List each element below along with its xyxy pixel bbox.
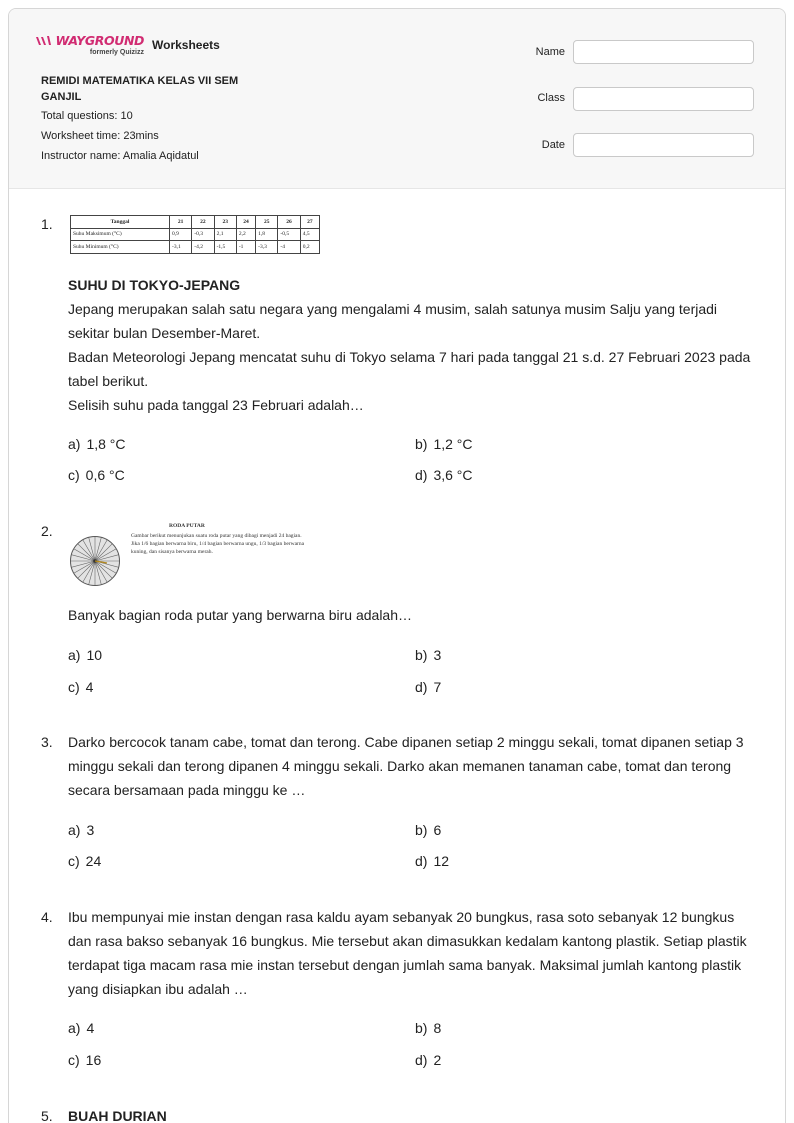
option-letter: b) (415, 436, 428, 452)
question-number: 2. (41, 523, 53, 539)
option-letter: b) (415, 1020, 428, 1036)
wayground-logo (41, 33, 144, 56)
logo-subtext: formerly Quizizz (89, 49, 144, 56)
temperature-table (70, 215, 320, 254)
image-caption-line: Jika 1/6 bagian berwarna biru, 1/4 bagian berwarna ungu, 1/3 bagian berwarna (131, 541, 305, 547)
option-text: 12 (433, 853, 450, 869)
option-text: 24 (85, 853, 102, 869)
option-text: 8 (433, 1020, 442, 1036)
question-title: SUHU DI TOKYO-JEPANG (68, 277, 241, 293)
option-text: 10 (86, 647, 103, 663)
question-paragraph: Darko bercocok tanam cabe, tomat dan terong. Cabe dipanen setiap 2 minggu sekali, tomat dipanen setiap 3 minggu sekali dan terong dipanen 4 minggu sekali. Darko akan memanen tanaman cabe, tomat dan terong secara bersamaan pada minggu ke … (68, 734, 744, 798)
image-caption-line: Gambar berikut menunjukan suatu roda putar yang dibagi menjadi 24 bagian. (131, 533, 302, 539)
table-cell: Suhu Maksimum (°C) (71, 228, 170, 241)
table-cell: 2,1 (214, 228, 236, 241)
table-cell: -4 (278, 241, 300, 254)
name-field[interactable] (573, 40, 754, 64)
table-cell: Suhu Minimum (°C) (71, 241, 170, 254)
answer-option[interactable] (415, 853, 449, 869)
option-text: 4 (86, 1020, 95, 1036)
worksheet-title: REMIDI MATEMATIKA KELAS VII SEM GANJIL (41, 75, 239, 103)
question-paragraph: Banyak bagian roda putar yang berwarna biru adalah… (68, 607, 413, 623)
table-cell: 0,2 (300, 241, 319, 254)
answer-option[interactable] (415, 1052, 441, 1068)
worksheet-header (9, 9, 785, 189)
table-cell: 25 (256, 216, 278, 229)
option-text: 1,8 °C (86, 436, 126, 452)
question-paragraph: Ibu mempunyai mie instan dengan rasa kaldu ayam sebanyak 20 bungkus, rasa soto sebanyak 12 bungkus dan rasa bakso sebanyak 16 bungkus. Mie tersebut akan dimasukkan kedalam kantong plastik. Setiap plastik terdapat tiga macam rasa mie instan tersebut dengan jumlah sama banyak. Maksimal jumlah kantong plastik yang disiapkan ibu adalah … (68, 909, 747, 997)
option-text: 2 (433, 1052, 442, 1068)
question-body (68, 905, 752, 1001)
option-letter: a) (68, 822, 81, 838)
answer-option[interactable] (68, 467, 125, 483)
answer-option[interactable] (68, 1020, 94, 1036)
image-title: RODA PUTAR (169, 523, 205, 529)
answer-option[interactable] (415, 647, 441, 663)
table-header-row (71, 216, 320, 229)
class-label: Class (537, 92, 565, 104)
option-text: 3 (433, 647, 442, 663)
wayground-mark-icon (36, 36, 52, 46)
option-letter: d) (415, 679, 428, 695)
question-title: BUAH DURIAN (68, 1108, 167, 1123)
question-paragraph: Jepang merupakan salah satu negara yang mengalami 4 musim, salah satunya musim Salju yang terjadi sekitar bulan Desember-Maret. (68, 301, 718, 341)
answer-option[interactable] (68, 1052, 101, 1068)
worksheet-page (8, 8, 786, 1123)
option-letter: c) (68, 467, 80, 483)
table-cell: 2,2 (236, 228, 255, 241)
table-cell: -3,1 (170, 241, 192, 254)
table-cell: -1,5 (214, 241, 236, 254)
answer-option[interactable] (68, 436, 126, 452)
table-cell: 1,8 (256, 228, 278, 241)
date-label: Date (541, 139, 565, 151)
answer-option[interactable] (68, 853, 101, 869)
question-number: 4. (41, 909, 53, 925)
class-field[interactable] (573, 87, 754, 111)
question-number: 3. (41, 734, 53, 750)
answer-option[interactable] (68, 679, 93, 695)
option-letter: b) (415, 822, 428, 838)
table-cell: 24 (236, 216, 255, 229)
table-cell: 22 (192, 216, 214, 229)
table-cell: -3,3 (256, 241, 278, 254)
option-text: 1,2 °C (433, 436, 473, 452)
option-letter: c) (68, 679, 80, 695)
question-body (68, 1104, 752, 1123)
table-cell: -4,2 (192, 241, 214, 254)
option-letter: a) (68, 1020, 81, 1036)
option-letter: d) (415, 853, 428, 869)
instructor-name: Instructor name: Amalia Aqidatul (41, 150, 199, 162)
answer-option[interactable] (415, 467, 473, 483)
option-letter: c) (68, 1052, 80, 1068)
question-number: 5. (41, 1108, 53, 1123)
total-questions: Total questions: 10 (41, 110, 133, 122)
table-cell: 21 (170, 216, 192, 229)
section-label: Worksheets (152, 38, 220, 52)
answer-option[interactable] (415, 1020, 441, 1036)
question-body (68, 273, 752, 417)
option-text: 0,6 °C (85, 467, 125, 483)
table-cell: 26 (278, 216, 300, 229)
brand-row (41, 33, 220, 56)
option-letter: b) (415, 647, 428, 663)
answer-option[interactable] (415, 436, 473, 452)
option-letter: d) (415, 467, 428, 483)
option-text: 7 (433, 679, 442, 695)
question-paragraph: Badan Meteorologi Jepang mencatat suhu di Tokyo selama 7 hari pada tanggal 21 s.d. 27 Februari 2023 pada tabel berikut. (68, 349, 751, 389)
option-text: 4 (85, 679, 94, 695)
table-cell: 0,9 (170, 228, 192, 241)
answer-option[interactable] (415, 679, 441, 695)
table-cell: Tanggal (71, 216, 170, 229)
answer-option[interactable] (68, 822, 94, 838)
table-cell: 27 (300, 216, 319, 229)
spinning-wheel-image (69, 535, 121, 587)
logo-text: WAYGROUND (55, 33, 144, 48)
table-row (71, 228, 320, 241)
question-body (68, 730, 752, 802)
table-row (71, 241, 320, 254)
answer-option[interactable] (415, 822, 441, 838)
option-letter: d) (415, 1052, 428, 1068)
option-letter: a) (68, 436, 81, 452)
option-text: 3 (86, 822, 95, 838)
question-number: 1. (41, 216, 53, 232)
question-paragraph: Selisih suhu pada tanggal 23 Februari adalah… (68, 397, 364, 413)
question-body (68, 603, 752, 627)
name-label: Name (535, 46, 565, 58)
answer-option[interactable] (68, 647, 102, 663)
image-caption (131, 532, 321, 556)
worksheet-time: Worksheet time: 23mins (41, 130, 159, 142)
table-cell: -0,5 (278, 228, 300, 241)
table-cell: 23 (214, 216, 236, 229)
option-text: 6 (433, 822, 442, 838)
date-field[interactable] (573, 133, 754, 157)
table-cell: -1 (236, 241, 255, 254)
option-text: 16 (85, 1052, 102, 1068)
option-text: 3,6 °C (433, 467, 473, 483)
option-letter: a) (68, 647, 81, 663)
image-caption-line: kuning, dan sisanya berwarna merah. (131, 549, 213, 555)
option-letter: c) (68, 853, 80, 869)
table-cell: 4,5 (300, 228, 319, 241)
table-cell: -0,3 (192, 228, 214, 241)
